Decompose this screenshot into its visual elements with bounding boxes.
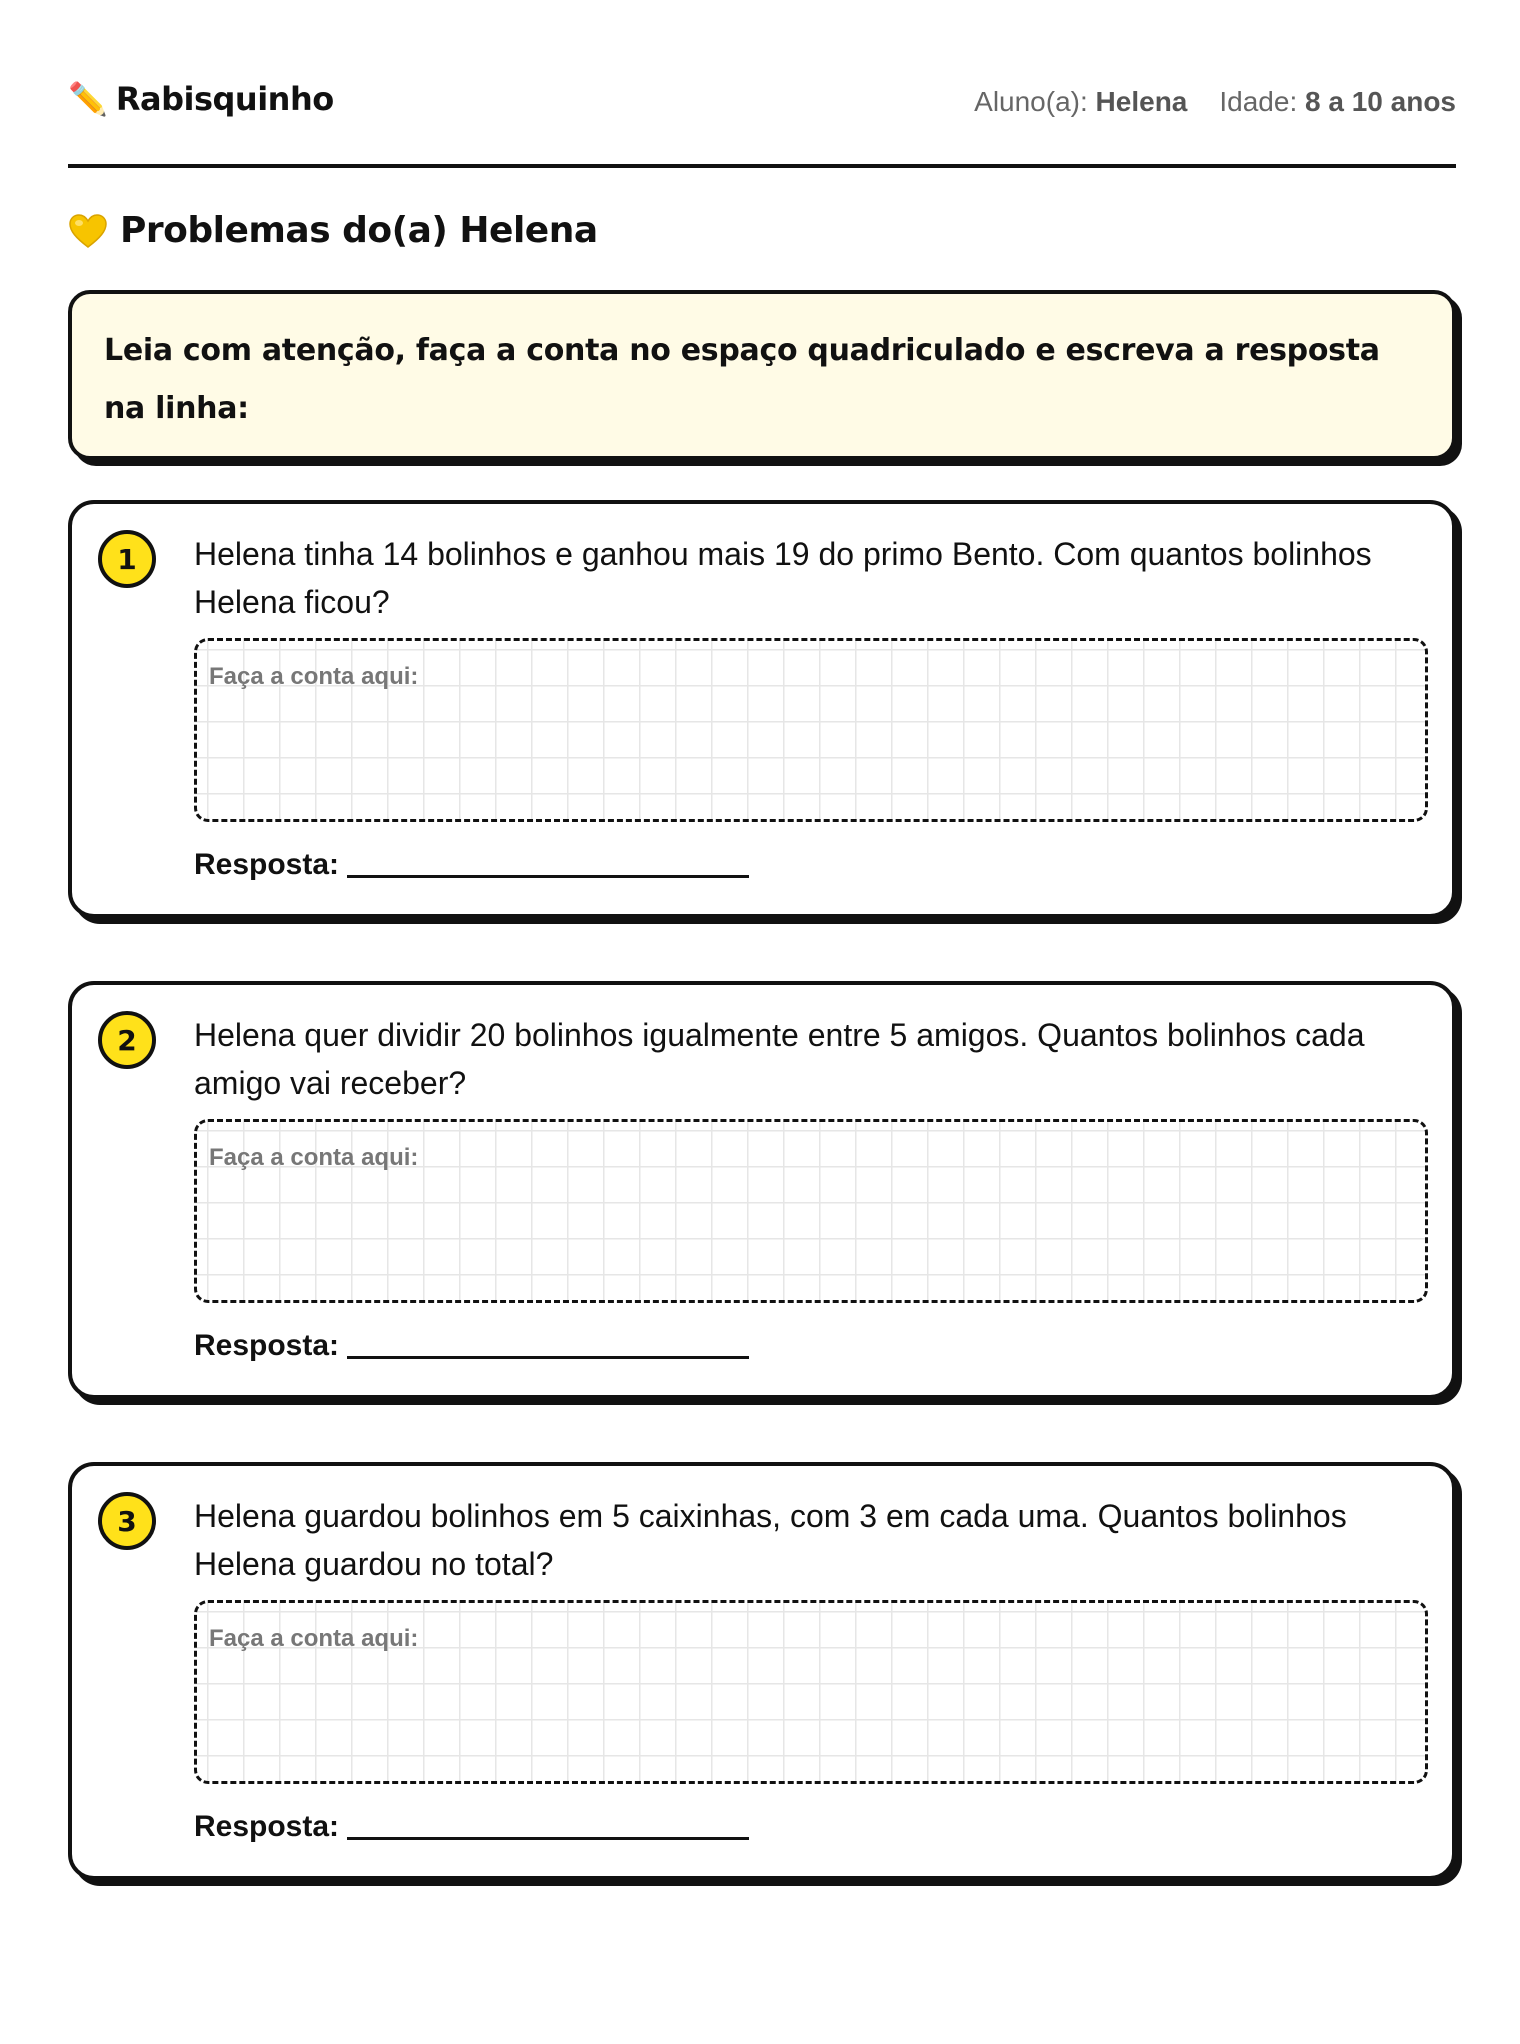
problem-question: Helena tinha 14 bolinhos e ganhou mais 19 do primo Bento. Com quantos bolinhos Helena ficou? xyxy=(194,536,1372,620)
student-name: Helena xyxy=(1095,86,1188,117)
answer-label: Resposta: xyxy=(194,1810,340,1843)
answer-line[interactable] xyxy=(347,1837,749,1840)
problem-card xyxy=(68,500,1456,918)
student-info xyxy=(974,86,1187,118)
answer-line[interactable] xyxy=(347,875,749,878)
work-area-label: Faça a conta aqui: xyxy=(209,1625,419,1652)
problem-question: Helena guardou bolinhos em 5 caixinhas, com 3 em cada uma. Quantos bolinhos Helena guardou no total? xyxy=(194,1498,1347,1582)
answer-row xyxy=(194,1329,749,1363)
answer-row xyxy=(194,848,749,882)
pencil-icon: ✏️ xyxy=(68,80,108,118)
section-title-text: Problemas do(a) Helena xyxy=(120,210,598,251)
age-label: Idade: xyxy=(1219,86,1298,117)
work-area-label: Faça a conta aqui: xyxy=(209,1144,419,1171)
work-area[interactable] xyxy=(194,1119,1428,1303)
instruction-box xyxy=(68,290,1456,460)
answer-label: Resposta: xyxy=(194,1329,340,1362)
instruction-text: Leia com atenção, faça a conta no espaço quadriculado e escreva a resposta na linha: xyxy=(104,333,1380,426)
problem-number-badge: 2 xyxy=(98,1011,156,1069)
problem-number-badge: 3 xyxy=(98,1492,156,1550)
answer-row xyxy=(194,1810,749,1844)
problem-number-badge: 1 xyxy=(98,530,156,588)
problem-question: Helena quer dividir 20 bolinhos igualmente entre 5 amigos. Quantos bolinhos cada amigo vai receber? xyxy=(194,1017,1365,1101)
answer-line[interactable] xyxy=(347,1356,749,1359)
section-title xyxy=(68,210,598,251)
brand-name: Rabisquinho xyxy=(115,80,334,118)
problem-card xyxy=(68,1462,1456,1880)
answer-label: Resposta: xyxy=(194,848,340,881)
problem-card xyxy=(68,981,1456,1399)
age-info xyxy=(1219,86,1456,118)
age-value: 8 a 10 anos xyxy=(1305,86,1456,117)
brand xyxy=(68,80,334,118)
work-area[interactable] xyxy=(194,1600,1428,1784)
page-header xyxy=(68,80,1456,136)
student-meta xyxy=(974,86,1456,118)
yellow-heart-icon xyxy=(68,213,108,249)
work-area[interactable] xyxy=(194,638,1428,822)
work-area-label: Faça a conta aqui: xyxy=(209,663,419,690)
header-divider xyxy=(68,164,1456,168)
student-label: Aluno(a): xyxy=(974,86,1088,117)
